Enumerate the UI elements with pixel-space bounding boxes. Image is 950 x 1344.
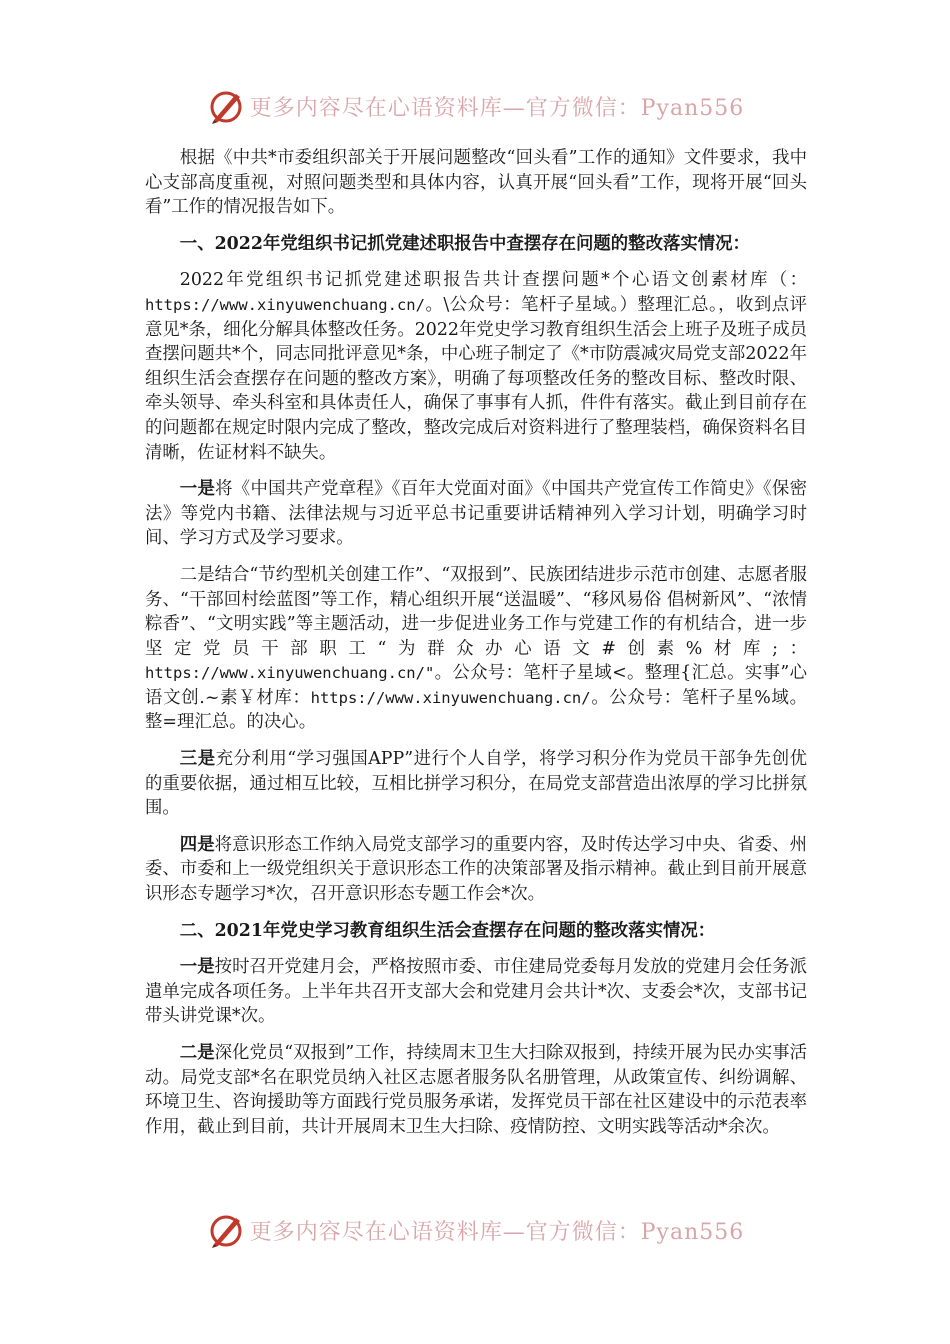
item-text: 按时召开党建月会，严格按照市委、市住建局党委每月发放的党建月会任务派遣单完成各项任务。上半年共召开支部大会和党建月会共计*次、支委会*次，支部书记带头讲党课*次。 (145, 957, 807, 1027)
item-lead: 三是 (179, 749, 216, 770)
pen-circle-icon (206, 86, 246, 126)
section-2-heading: 二、2021年党史学习教育组织生活会查摆存在问题的整改落实情况： (179, 920, 716, 941)
item-text: 。公众号：笔杆子星%域。整=理汇总。的决心。 (145, 687, 807, 733)
section-1-item-1 (145, 477, 807, 551)
item-lead: 一是 (179, 957, 215, 978)
paragraph-text: 2022年党组织书记抓党建述职报告共计查摆问题*个心语文创素材库（： (179, 270, 807, 291)
section-2-item-2 (145, 1041, 807, 1139)
footer-banner (0, 1210, 950, 1250)
banner-text: 更多内容尽在心语资料库—官方微信：Pyan556 (249, 1219, 745, 1245)
url-text: https://www.xinyuwenchuang.cn/ (310, 688, 591, 707)
document-body (145, 146, 807, 1151)
section-1-item-4 (145, 833, 807, 907)
intro-paragraph: 根据《中共*市委组织部关于开展问题整改“回头看”工作的通知》文件要求，我中心支部高度重视，对照问题类型和具体内容，认真开展“回头看”工作，现将开展“回头看”工作的情况报告如下。 (145, 148, 807, 218)
item-lead: 二是 (179, 1043, 215, 1063)
item-text: 二是结合“节约型机关创建工作”、“双报到”、民族团结进步示范市创建、志愿者服务、“干部回村绘蓝图”等工作，精心组织开展“送温暖”、“移风易俗 倡树新风”、“浓情粽香”、“文明实践”等主题活动，进一步促进业务工作与党建工作的有机结合，进一步坚定党员干部职工“为群众办心语文#创素%材库;： (145, 564, 807, 659)
paragraph-text: 。\公众号：笔杆子星域。）整理汇总。，收到点评意见*条，细化分解具体整改任务。2022年党史学习教育组织生活会上班子及班子成员查摆问题共*个，同志同批评意见*条，中心班子制定了《*市防震减灾局党支部2022年组织生活会查摆存在问题的整改方案》，明确了每项整改任务的整改目标、整改时限、牵头领导、牵头科室和具体责任人，确保了事事有人抓，件件有落实。截止到目前存在的问题都在规定时限内完成了整改，整改完成后对资料进行了整理装档，确保资料名目清晰，佐证材料不缺失。 (145, 294, 807, 463)
item-text: 充分利用“学习强国APP”进行个人自学，将学习积分作为党员干部争先创优的重要依据，通过相互比较，互相比拼学习积分，在局党支部营造出浓厚的学习比拼氛围。 (145, 749, 807, 819)
item-lead: 四是 (179, 834, 215, 855)
item-text: 。公众号：笔杆子星域<。整理{汇总。实事”心语文创.~素￥材库： (145, 663, 807, 708)
url-text: https://www.xinyuwenchuang.cn/" (145, 664, 435, 683)
section-1-paragraph (145, 268, 807, 465)
header-banner (0, 86, 950, 126)
url-text: https://www.xinyuwenchuang.cn/ (145, 295, 425, 314)
banner-text: 更多内容尽在心语资料库—官方微信：Pyan556 (249, 95, 745, 121)
item-lead: 一是 (179, 479, 216, 500)
item-text: 将《中国共产党章程》《百年大党面对面》《中国共产党宣传工作简史》《保密法》等党内书籍、法律法规与习近平总书记重要讲话精神列入学习计划，明确学习时间、学习方式及学习要求。 (145, 479, 807, 549)
section-1-item-3 (145, 747, 807, 821)
pen-circle-icon (206, 1210, 246, 1250)
item-text: 将意识形态工作纳入局党支部学习的重要内容，及时传达学习中央、省委、州委、市委和上一级党组织关于意识形态工作的决策部署及指示精神。截止到目前开展意识形态专题学习*次，召开意识形态专题工作会*次。 (145, 834, 807, 905)
section-1-item-2 (145, 563, 807, 735)
section-2-item-1 (145, 955, 807, 1029)
section-1-heading: 一、2022年党组织书记抓党建述职报告中查摆存在问题的整改落实情况： (179, 233, 750, 254)
item-text: 深化党员“双报到”工作，持续周末卫生大扫除双报到，持续开展为民办实事活动。局党支部*名在职党员纳入社区志愿者服务队名册管理，从政策宣传、纠纷调解、环境卫生、咨询援助等方面践行党员服务承诺，发挥党员干部在社区建设中的示范表率作用，截止到目前，共计开展周末卫生大扫除、疫情防控、文明实践等活动*余次。 (145, 1043, 807, 1137)
